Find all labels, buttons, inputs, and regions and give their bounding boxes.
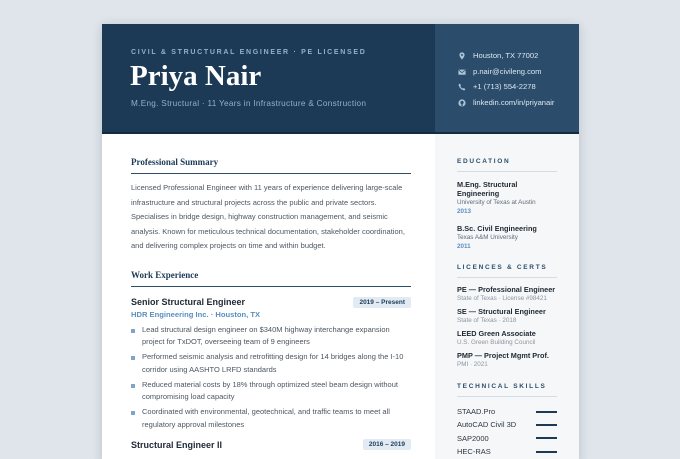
sidebar: [435, 134, 579, 459]
skills-list: [457, 405, 557, 458]
job-entry: [131, 297, 411, 432]
job-bullets: [131, 324, 411, 432]
licence-entry: [457, 329, 557, 347]
main-column: [131, 134, 411, 450]
education-entry: [457, 224, 557, 251]
degree-name: B.Sc. Civil Engineering: [457, 224, 537, 233]
licence-entry: [457, 285, 557, 303]
bullet-square-icon: [131, 411, 135, 415]
contact-location: [458, 51, 538, 60]
skills-heading: TECHNICAL SKILLS: [457, 369, 557, 397]
school-name: University of Texas at Austin: [457, 199, 536, 206]
header-tagline: M.Eng. Structural · 11 Years in Infrastructure & Construction: [131, 99, 367, 108]
contact-panel: [435, 24, 579, 134]
skill-item: [457, 445, 557, 458]
bullet-square-icon: [131, 356, 135, 360]
email-icon: [458, 68, 466, 76]
contact-phone-text: +1 (713) 554-2278: [473, 82, 536, 91]
phone-icon: [458, 83, 466, 91]
job-bullet: Performed seismic analysis and retrofitting design for 14 bridges along the I-10 corridor using AASHTO LRFD standards: [131, 351, 411, 376]
bullet-square-icon: [131, 329, 135, 333]
skill-item: [457, 418, 557, 431]
licence-entry: [457, 351, 557, 369]
education-heading: EDUCATION: [457, 134, 557, 172]
licence-name: PMP — Project Mgmt Prof.: [457, 351, 549, 360]
skill-bar: [536, 424, 557, 426]
skill-name: AutoCAD Civil 3D: [457, 420, 517, 430]
job-dates-badge: 2019 – Present: [353, 297, 411, 308]
job-company: HDR Engineering Inc. · Houston, TX: [131, 309, 261, 319]
contact-profile-link[interactable]: [458, 98, 554, 107]
graduation-year: 2013: [457, 208, 472, 215]
licences-heading: LICENCES & CERTS: [457, 251, 557, 278]
licence-name: SE — Structural Engineer: [457, 307, 546, 316]
header-kicker: CIVIL & STRUCTURAL ENGINEER · PE LICENSED: [131, 49, 367, 56]
licence-entry: [457, 307, 557, 325]
job-bullet: Reduced material costs by 18% through optimized steel beam design without compromising load capacity: [131, 379, 411, 404]
summary-heading: Professional Summary: [131, 134, 411, 174]
contact-location-text: Houston, TX 77002: [473, 51, 539, 60]
skill-bar: [536, 437, 557, 439]
job-title: Senior Structural Engineer: [131, 297, 246, 307]
skill-bar: [536, 411, 557, 413]
skill-name: HEC-RAS: [457, 447, 491, 457]
job-title: Structural Engineer II: [131, 439, 223, 450]
school-name: Texas A&M University: [457, 234, 518, 241]
education-entry: [457, 180, 557, 216]
resume-page: [102, 24, 579, 459]
job-bullet: Lead structural design engineer on $340M highway interchange expansion project for TxDOT, overseeing team of 9 engineers: [131, 324, 411, 349]
skill-item: [457, 432, 557, 445]
licence-name: PE — Professional Engineer: [457, 285, 556, 294]
job-entry: [131, 439, 411, 450]
skill-name: SAP2000: [457, 433, 489, 443]
job-bullet: Coordinated with environmental, geotechnical, and traffic teams to meet all regulatory approval milestones: [131, 406, 411, 431]
licence-meta: State of Texas · License #98421: [457, 295, 547, 302]
graduation-year: 2011: [457, 243, 471, 250]
skill-item: [457, 405, 557, 418]
contact-email[interactable]: [458, 67, 542, 76]
contact-email-text: p.nair@civileng.com: [473, 67, 542, 76]
candidate-name: Priya Nair: [130, 60, 262, 92]
experience-heading: Work Experience: [131, 254, 411, 287]
degree-name: M.Eng. Structural Engineering: [457, 180, 518, 198]
location-pin-icon: [458, 52, 466, 60]
skill-bar: [536, 451, 557, 453]
contact-phone[interactable]: [458, 82, 536, 91]
bullet-square-icon: [131, 384, 135, 388]
skill-name: STAAD.Pro: [457, 407, 496, 417]
contact-profile-text: linkedin.com/in/priyanair: [473, 98, 555, 107]
summary-text: Licensed Professional Engineer with 11 years of experience delivering large-scale infrastructure and structural projects across the public and private sectors. Specialises in bridge design, highway construction management, and seismic analysis. Known for meticulous technical documentation, stakeholder coordination, and delivering complex projects on time and within budget.: [131, 183, 405, 250]
licence-meta: State of Texas · 2018: [457, 317, 517, 324]
licence-meta: PMI · 2021: [457, 361, 488, 368]
licence-name: LEED Green Associate: [457, 329, 536, 338]
job-dates-badge: 2016 – 2019: [363, 439, 411, 450]
github-icon: [458, 99, 466, 107]
licence-meta: U.S. Green Building Council: [457, 339, 536, 346]
